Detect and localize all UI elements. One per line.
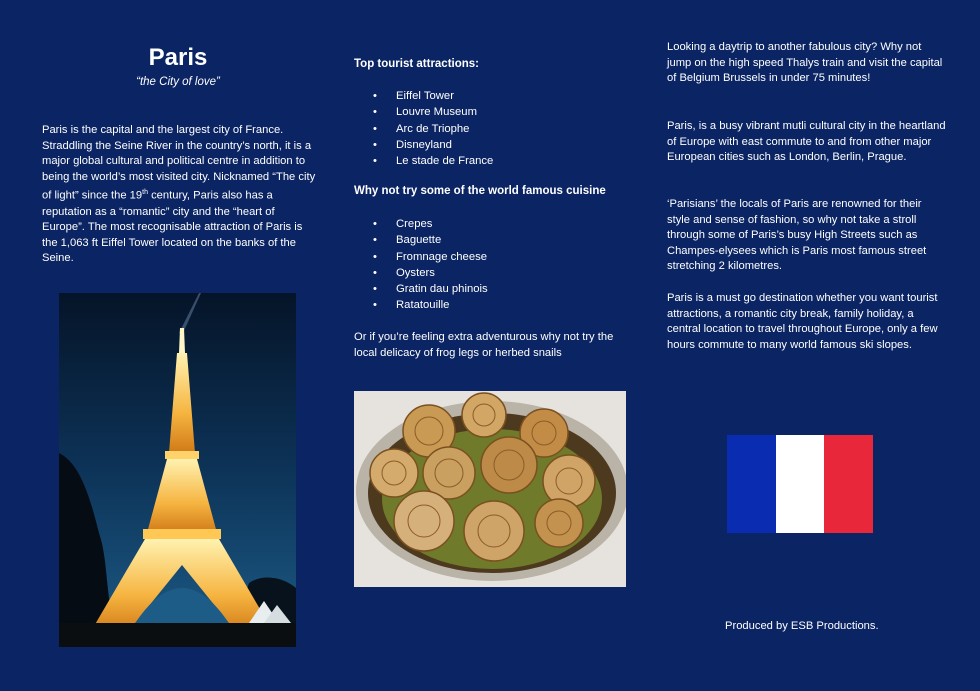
intro-superscript: th <box>142 189 148 197</box>
cuisine-heading: Why not try some of the world famous cuisine <box>354 185 606 197</box>
adventure-paragraph: Or if you’re feeling extra adventurous why not try the local delicacy of frog legs or herbed snails <box>354 331 614 359</box>
list-item: • Crepes <box>354 216 614 232</box>
list-item: • Eiffel Tower <box>354 88 614 104</box>
intro-text-a: Paris is the capital and the largest city of France. Straddling the Seine River in the country’s north, it is a major global cultural and political centre in addition to being the world’s most visited city. Nicknamed “The city of light” since the 19 <box>42 124 316 203</box>
list-item: • Baguette <box>354 232 614 248</box>
list-item: • Disneyland <box>354 137 614 153</box>
page-title: Paris <box>148 44 208 71</box>
intro-paragraph <box>42 123 318 267</box>
intro-text-b: century, Paris also has a reputation as a “romantic” city and the “heart of Europe”. The most recognisable attraction of Paris is the 1,063 ft Eiffel Tower located on the banks of the Seine. <box>42 190 303 265</box>
list-item: • Louvre Museum <box>354 104 614 120</box>
flag-stripe-red <box>824 435 873 533</box>
snails-photo <box>354 391 626 587</box>
list-item: • Arc de Triophe <box>354 121 614 137</box>
attractions-heading: Top tourist attractions: <box>354 58 480 70</box>
flag-stripe-white <box>776 435 825 533</box>
city-paragraph: Paris, is a busy vibrant mutli cultural city in the heartland of Europe with east commute to and from other major European cities such as London, Berlin, Prague. <box>667 120 946 164</box>
destination-paragraph: Paris is a must go destination whether you want tourist attractions, a romantic city break, family holiday, a central location to travel throughout Europe, only a few hours commute to many world famous ski slopes. <box>667 292 938 351</box>
eiffel-tower-photo <box>59 293 296 647</box>
daytrip-paragraph: Looking a daytrip to another fabulous city? Why not jump on the high speed Thalys train and visit the capital of Belgium Brussels in under 75 minutes! <box>667 41 943 85</box>
french-flag <box>727 435 873 533</box>
list-item: • Le stade de France <box>354 153 614 169</box>
list-item: • Gratin dau phinois <box>354 281 614 297</box>
list-item: • Ratatouille <box>354 297 614 313</box>
list-item: • Oysters <box>354 265 614 281</box>
flag-stripe-blue <box>727 435 776 533</box>
page-subtitle: “the City of love” <box>136 76 220 88</box>
credit-text: Produced by ESB Productions. <box>725 620 879 632</box>
attractions-list <box>354 88 614 169</box>
cuisine-list <box>354 216 614 314</box>
list-item: • Fromnage cheese <box>354 249 614 265</box>
parisians-paragraph: ‘Parisians’ the locals of Paris are renowned for their style and sense of fashion, so why not take a stroll through some of Paris’s busy High Streets such as Champes-elysees which is Paris most famous street stretching 2 kilometres. <box>667 198 927 273</box>
